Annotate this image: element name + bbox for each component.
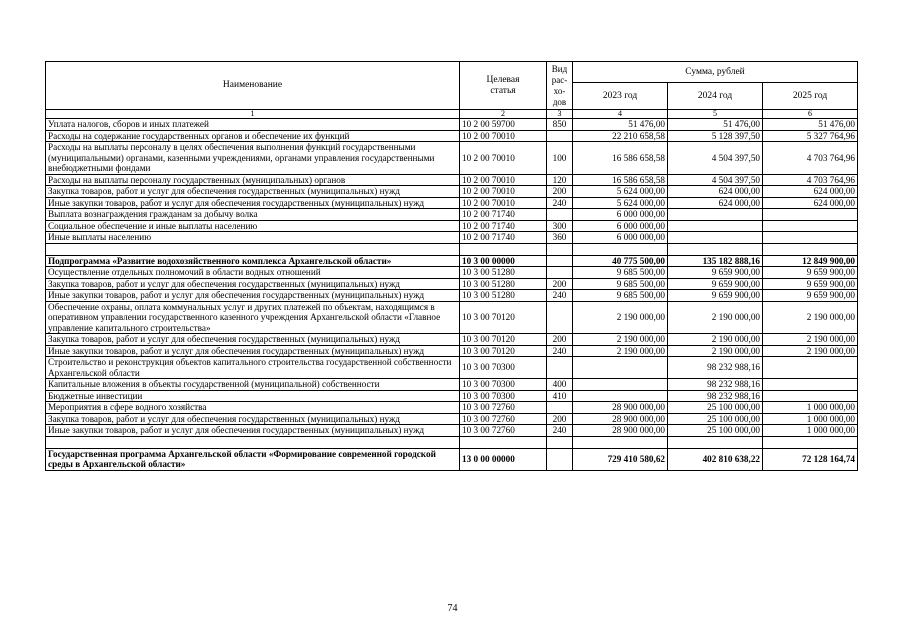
row-sum-2024: 51 476,00 <box>668 119 763 131</box>
row-expense-kind: 120 <box>547 174 573 186</box>
row-target-code: 10 2 00 70010 <box>460 197 547 209</box>
row-name: Социальное обеспечение и иные выплаты населению <box>46 220 460 232</box>
row-sum-2024: 135 182 888,16 <box>668 255 763 267</box>
row-target-code: 10 3 00 51280 <box>460 290 547 302</box>
row-sum-2025: 4 703 764,96 <box>763 142 858 175</box>
row-target-code: 10 3 00 72760 <box>460 425 547 437</box>
table-row <box>46 448 858 470</box>
row-sum-2024: 98 232 988,16 <box>668 357 763 379</box>
row-name: Иные закупки товаров, работ и услуг для обеспечения государственных (муниципальных) нужд <box>46 425 460 437</box>
table-row <box>46 390 858 402</box>
row-expense-kind: 410 <box>547 390 573 402</box>
table-row <box>46 142 858 175</box>
row-sum-2025: 9 659 900,00 <box>763 290 858 302</box>
row-sum-2023: 51 476,00 <box>573 119 668 131</box>
page-number: 74 <box>447 603 458 614</box>
table-row <box>46 197 858 209</box>
row-target-code: 10 3 00 70300 <box>460 379 547 391</box>
row-sum-2024: 25 100 000,00 <box>668 402 763 414</box>
table-row <box>46 334 858 346</box>
row-sum-2023: 6 000 000,00 <box>573 220 668 232</box>
row-expense-kind: 200 <box>547 413 573 425</box>
header-kind-line-2: рас- <box>551 74 568 85</box>
row-sum-2024: 402 810 638,22 <box>668 448 763 470</box>
budget-table <box>45 61 858 471</box>
row-sum-2024: 25 100 000,00 <box>668 425 763 437</box>
row-expense-kind <box>547 402 573 414</box>
row-sum-2025: 2 190 000,00 <box>763 345 858 357</box>
row-sum-2025 <box>763 390 858 402</box>
row-sum-2024: 98 232 988,16 <box>668 390 763 402</box>
row-target-code: 10 2 00 59700 <box>460 119 547 131</box>
row-sum-2023: 6 000 000,00 <box>573 209 668 221</box>
row-sum-2023: 2 190 000,00 <box>573 301 668 334</box>
row-target-code: 10 2 00 70010 <box>460 142 547 175</box>
column-number: 4 <box>573 110 668 119</box>
row-sum-2023: 22 210 658,58 <box>573 130 668 142</box>
column-number: 5 <box>668 110 763 119</box>
row-sum-2023 <box>573 357 668 379</box>
row-sum-2023: 2 190 000,00 <box>573 334 668 346</box>
table-row <box>46 301 858 334</box>
table-row <box>46 345 858 357</box>
row-sum-2025: 12 849 900,00 <box>763 255 858 267</box>
row-name: Подпрограмма «Развитие водохозяйственного комплекса Архангельской области» <box>46 255 460 267</box>
empty-row <box>46 436 858 448</box>
row-expense-kind: 360 <box>547 232 573 244</box>
row-expense-kind: 300 <box>547 220 573 232</box>
header-kind-line-1: Вид <box>551 63 568 74</box>
row-name: Закупка товаров, работ и услуг для обеспечения государственных (муниципальных) нужд <box>46 186 460 198</box>
row-sum-2024: 98 232 988,16 <box>668 379 763 391</box>
row-sum-2025: 5 327 764,96 <box>763 130 858 142</box>
row-name: Выплата вознаграждения гражданам за добычу волка <box>46 209 460 221</box>
table-row <box>46 130 858 142</box>
row-sum-2025: 9 659 900,00 <box>763 267 858 279</box>
header-kind-line-3: хо- <box>553 85 566 96</box>
row-name: Уплата налогов, сборов и иных платежей <box>46 119 460 131</box>
row-sum-2024 <box>668 220 763 232</box>
table-row <box>46 379 858 391</box>
table-row <box>46 290 858 302</box>
row-expense-kind <box>547 448 573 470</box>
table-row <box>46 255 858 267</box>
row-sum-2025: 624 000,00 <box>763 197 858 209</box>
row-sum-2025: 2 190 000,00 <box>763 301 858 334</box>
row-target-code: 10 2 00 71740 <box>460 220 547 232</box>
row-expense-kind: 240 <box>547 425 573 437</box>
row-expense-kind <box>547 301 573 334</box>
table-row <box>46 413 858 425</box>
row-expense-kind: 200 <box>547 278 573 290</box>
header-target-article <box>460 62 547 110</box>
row-sum-2025: 51 476,00 <box>763 119 858 131</box>
row-name: Иные закупки товаров, работ и услуг для обеспечения государственных (муниципальных) нужд <box>46 290 460 302</box>
row-expense-kind: 400 <box>547 379 573 391</box>
row-sum-2025 <box>763 232 858 244</box>
row-sum-2023: 5 624 000,00 <box>573 197 668 209</box>
table-row <box>46 278 858 290</box>
row-target-code: 10 2 00 71740 <box>460 232 547 244</box>
row-name: Иные закупки товаров, работ и услуг для обеспечения государственных (муниципальных) нужд <box>46 345 460 357</box>
row-sum-2024: 9 659 900,00 <box>668 290 763 302</box>
row-target-code: 10 2 00 70010 <box>460 174 547 186</box>
table-row <box>46 186 858 198</box>
table-row <box>46 425 858 437</box>
row-target-code: 10 2 00 70010 <box>460 130 547 142</box>
row-sum-2023: 28 900 000,00 <box>573 413 668 425</box>
row-sum-2023: 9 685 500,00 <box>573 290 668 302</box>
column-number: 6 <box>763 110 858 119</box>
row-target-code: 10 3 00 00000 <box>460 255 547 267</box>
header-expense-kind <box>547 62 573 110</box>
row-expense-kind: 200 <box>547 186 573 198</box>
row-sum-2023: 16 586 658,58 <box>573 174 668 186</box>
table-row <box>46 402 858 414</box>
row-sum-2023: 28 900 000,00 <box>573 425 668 437</box>
row-sum-2024: 2 190 000,00 <box>668 301 763 334</box>
row-sum-2025 <box>763 357 858 379</box>
row-target-code: 10 2 00 70010 <box>460 186 547 198</box>
row-target-code: 10 3 00 72760 <box>460 413 547 425</box>
row-sum-2023: 16 586 658,58 <box>573 142 668 175</box>
row-name: Расходы на выплаты персоналу в целях обеспечения выполнения функций государственными (муниципальными) органами, казенными учреждениями, органами управления государственными внебюджетными фондами <box>46 142 460 175</box>
row-name: Иные закупки товаров, работ и услуг для обеспечения государственных (муниципальных) нужд <box>46 197 460 209</box>
header-target-line-2: статья <box>490 85 516 96</box>
row-name: Осуществление отдельных полномочий в области водных отношений <box>46 267 460 279</box>
row-sum-2023: 729 410 580,62 <box>573 448 668 470</box>
row-expense-kind <box>547 209 573 221</box>
row-name: Строительство и реконструкция объектов капитального строительства государственной собственности Архангельской области <box>46 357 460 379</box>
row-sum-2024 <box>668 232 763 244</box>
row-sum-2024: 624 000,00 <box>668 186 763 198</box>
row-expense-kind <box>547 255 573 267</box>
row-sum-2024: 4 504 397,50 <box>668 142 763 175</box>
table-row <box>46 119 858 131</box>
row-sum-2023: 6 000 000,00 <box>573 232 668 244</box>
header-name: Наименование <box>46 62 460 110</box>
row-name: Капитальные вложения в объекты государственной (муниципальной) собственности <box>46 379 460 391</box>
row-target-code: 10 3 00 70120 <box>460 301 547 334</box>
table-row <box>46 220 858 232</box>
row-expense-kind: 240 <box>547 290 573 302</box>
row-target-code: 10 3 00 51280 <box>460 278 547 290</box>
row-expense-kind: 100 <box>547 142 573 175</box>
row-name: Мероприятия в сфере водного хозяйства <box>46 402 460 414</box>
table-row <box>46 232 858 244</box>
row-sum-2024: 9 659 900,00 <box>668 278 763 290</box>
row-sum-2023: 9 685 500,00 <box>573 278 668 290</box>
table-row <box>46 357 858 379</box>
row-target-code: 10 2 00 71740 <box>460 209 547 221</box>
row-sum-2023: 5 624 000,00 <box>573 186 668 198</box>
row-target-code: 13 0 00 00000 <box>460 448 547 470</box>
row-sum-2024: 2 190 000,00 <box>668 345 763 357</box>
table-row <box>46 267 858 279</box>
row-name: Иные выплаты населению <box>46 232 460 244</box>
row-expense-kind: 240 <box>547 345 573 357</box>
row-name: Обеспечение охраны, оплата коммунальных услуг и других платежей по объектам, находящимся в оперативном управлении государственного казенного учреждения Архангельской области «Главное управление капитального строительства» <box>46 301 460 334</box>
row-sum-2023: 9 685 500,00 <box>573 267 668 279</box>
header-target-line-1: Целевая <box>486 75 520 85</box>
row-name: Закупка товаров, работ и услуг для обеспечения государственных (муниципальных) нужд <box>46 413 460 425</box>
row-expense-kind <box>547 357 573 379</box>
row-sum-2025 <box>763 379 858 391</box>
row-sum-2024: 4 504 397,50 <box>668 174 763 186</box>
column-number: 1 <box>46 110 460 119</box>
row-name: Государственная программа Архангельской области «Формирование современной городской среды в Архангельской области» <box>46 448 460 470</box>
row-expense-kind <box>547 267 573 279</box>
row-sum-2024: 5 128 397,50 <box>668 130 763 142</box>
table-row <box>46 174 858 186</box>
header-sum: Сумма, рублей <box>573 62 858 83</box>
row-sum-2025 <box>763 209 858 221</box>
row-sum-2024 <box>668 209 763 221</box>
header-kind-line-4: дов <box>552 96 567 107</box>
empty-row <box>46 243 858 255</box>
column-number: 3 <box>547 110 573 119</box>
row-sum-2024: 25 100 000,00 <box>668 413 763 425</box>
row-sum-2023 <box>573 379 668 391</box>
row-sum-2024: 2 190 000,00 <box>668 334 763 346</box>
row-sum-2025: 624 000,00 <box>763 186 858 198</box>
row-name: Бюджетные инвестиции <box>46 390 460 402</box>
column-number: 2 <box>460 110 547 119</box>
row-name: Закупка товаров, работ и услуг для обеспечения государственных (муниципальных) нужд <box>46 278 460 290</box>
row-sum-2025: 9 659 900,00 <box>763 278 858 290</box>
row-target-code: 10 3 00 70120 <box>460 345 547 357</box>
row-expense-kind: 200 <box>547 334 573 346</box>
row-sum-2025: 2 190 000,00 <box>763 334 858 346</box>
row-sum-2025: 1 000 000,00 <box>763 413 858 425</box>
row-sum-2025: 4 703 764,96 <box>763 174 858 186</box>
column-number-row <box>46 110 858 119</box>
row-sum-2025: 1 000 000,00 <box>763 425 858 437</box>
row-target-code: 10 3 00 72760 <box>460 402 547 414</box>
row-sum-2025: 72 128 164,74 <box>763 448 858 470</box>
header-year-2025: 2025 год <box>763 83 858 110</box>
row-sum-2025: 1 000 000,00 <box>763 402 858 414</box>
row-target-code: 10 3 00 70300 <box>460 390 547 402</box>
header-row-1 <box>46 62 858 83</box>
row-expense-kind: 240 <box>547 197 573 209</box>
row-sum-2024: 9 659 900,00 <box>668 267 763 279</box>
row-name: Расходы на содержание государственных органов и обеспечение их функций <box>46 130 460 142</box>
row-name: Расходы на выплаты персоналу государственных (муниципальных) органов <box>46 174 460 186</box>
row-target-code: 10 3 00 70300 <box>460 357 547 379</box>
table-row <box>46 209 858 221</box>
row-target-code: 10 3 00 51280 <box>460 267 547 279</box>
row-sum-2023: 2 190 000,00 <box>573 345 668 357</box>
row-target-code: 10 3 00 70120 <box>460 334 547 346</box>
row-sum-2023: 40 775 500,00 <box>573 255 668 267</box>
row-expense-kind: 850 <box>547 119 573 131</box>
header-year-2024: 2024 год <box>668 83 763 110</box>
header-year-2023: 2023 год <box>573 83 668 110</box>
row-sum-2023: 28 900 000,00 <box>573 402 668 414</box>
row-sum-2025 <box>763 220 858 232</box>
row-sum-2024: 624 000,00 <box>668 197 763 209</box>
row-name: Закупка товаров, работ и услуг для обеспечения государственных (муниципальных) нужд <box>46 334 460 346</box>
row-expense-kind <box>547 130 573 142</box>
row-sum-2023 <box>573 390 668 402</box>
